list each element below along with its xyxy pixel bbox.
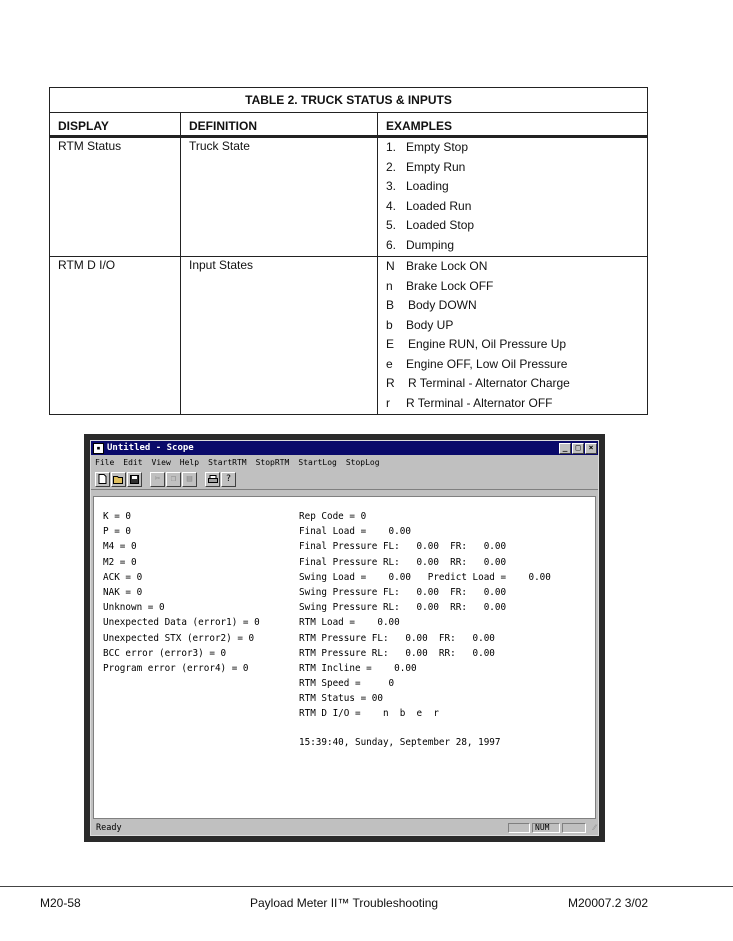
- example-key: n: [386, 278, 393, 293]
- example-text: Empty Run: [406, 159, 466, 174]
- example-text: Brake Lock ON: [406, 259, 488, 273]
- counter-line: Unexpected Data (error1) = 0: [103, 617, 260, 629]
- example-key: r: [386, 395, 390, 410]
- counter-line: P = 0: [103, 526, 131, 538]
- timestamp: 15:39:40, Sunday, September 28, 1997: [299, 736, 501, 748]
- reading-line: Final Load = 0.00: [299, 526, 411, 538]
- counter-line: M4 = 0: [103, 541, 137, 553]
- display-cell: RTM D I/O: [50, 257, 181, 415]
- list-item: [386, 237, 647, 257]
- examples-cell: [378, 137, 648, 257]
- list-item: [386, 258, 647, 278]
- example-key: 1.: [386, 140, 397, 154]
- status-panel: [562, 823, 586, 833]
- example-key: e: [386, 356, 393, 371]
- example-key: N: [386, 259, 395, 273]
- document-code: M20007.2 3/02: [568, 896, 649, 910]
- reading-line: Final Pressure RL: 0.00 RR: 0.00: [299, 556, 507, 568]
- header-examples: EXAMPLES: [378, 113, 648, 137]
- reading-line: RTM Status = 00: [299, 693, 383, 705]
- scope-window: [90, 440, 599, 836]
- status-panel: [508, 823, 530, 833]
- counter-line: BCC error (error3) = 0: [103, 647, 227, 659]
- menu-stop-rtm[interactable]: StopRTM: [255, 457, 290, 467]
- reading-line: Swing Pressure FL: 0.00 FR: 0.00: [299, 586, 507, 598]
- reading-line: RTM D I/O = n b e r: [299, 708, 439, 720]
- app-icon: ▪: [93, 443, 104, 454]
- example-text: Engine OFF, Low Oil Pressure: [406, 356, 568, 371]
- status-text: Ready: [96, 822, 122, 833]
- counter-line: Unknown = 0: [103, 602, 165, 614]
- example-key: 6.: [386, 237, 397, 252]
- counter-line: K = 0: [103, 511, 131, 522]
- list-item: [386, 375, 647, 395]
- num-lock-indicator: NUM: [532, 823, 560, 833]
- example-key: R: [386, 376, 395, 390]
- list-item: [386, 356, 647, 376]
- window-title: Untitled - Scope: [107, 443, 194, 453]
- menu-start-log[interactable]: StartLog: [298, 457, 337, 467]
- table-row: [50, 257, 648, 415]
- reading-line: RTM Load = 0.00: [299, 617, 400, 629]
- example-text: Brake Lock OFF: [406, 278, 494, 293]
- menu-edit[interactable]: Edit: [123, 457, 143, 467]
- example-text: Body DOWN: [408, 298, 477, 312]
- resize-grip-icon[interactable]: ⁄⁄: [593, 823, 596, 832]
- save-icon[interactable]: [127, 472, 142, 487]
- example-text: Empty Stop: [406, 140, 469, 154]
- counter-line: NAK = 0: [103, 586, 143, 598]
- reading-line: Rep Code = 0: [299, 511, 367, 522]
- counter-line: Unexpected STX (error2) = 0: [103, 632, 255, 644]
- reading-line: RTM Incline = 0.00: [299, 662, 417, 674]
- example-text: Body UP: [406, 317, 454, 332]
- reading-line: Swing Pressure RL: 0.00 RR: 0.00: [299, 602, 507, 614]
- scope-screenshot-frame: [84, 434, 605, 842]
- list-item: [386, 278, 647, 298]
- print-icon[interactable]: [205, 472, 220, 487]
- cut-icon[interactable]: ✂: [150, 472, 165, 487]
- page-number: M20-58: [40, 896, 81, 910]
- paste-icon[interactable]: ▤: [182, 472, 197, 487]
- toolbar: [91, 469, 598, 490]
- examples-list: [386, 139, 647, 256]
- counter-line: M2 = 0: [103, 556, 137, 568]
- open-icon[interactable]: [111, 472, 126, 487]
- reading-line: RTM Pressure FL: 0.00 FR: 0.00: [299, 632, 495, 644]
- maximize-button[interactable]: □: [572, 443, 584, 454]
- list-item: [386, 297, 647, 317]
- menu-file[interactable]: File: [95, 457, 115, 467]
- list-item: [386, 217, 647, 237]
- menu-bar: [91, 455, 598, 469]
- menu-stop-log[interactable]: StopLog: [345, 457, 380, 467]
- header-display: DISPLAY: [50, 113, 181, 137]
- counter-line: ACK = 0: [103, 571, 143, 583]
- definition-cell: Truck State: [181, 137, 378, 257]
- example-key: 4.: [386, 198, 397, 213]
- example-text: Loaded Stop: [406, 218, 475, 232]
- document-title: Payload Meter II™ Troubleshooting: [250, 896, 439, 910]
- display-cell: RTM Status: [50, 137, 181, 257]
- copy-icon[interactable]: ❐: [166, 472, 181, 487]
- table-title: TABLE 2. TRUCK STATUS & INPUTS: [50, 88, 648, 113]
- definition-cell: Input States: [181, 257, 378, 415]
- menu-view[interactable]: View: [151, 457, 171, 467]
- list-item: [386, 317, 647, 337]
- reading-line: Final Pressure FL: 0.00 FR: 0.00: [299, 541, 507, 553]
- footer-rule: [0, 886, 733, 887]
- list-item: [386, 198, 647, 218]
- examples-list: [386, 258, 647, 414]
- example-key: E: [386, 337, 395, 351]
- list-item: [386, 395, 647, 415]
- example-text: R Terminal - Alternator Charge: [408, 376, 570, 390]
- new-icon[interactable]: [95, 472, 110, 487]
- example-text: Engine RUN, Oil Pressure Up: [408, 337, 567, 351]
- example-key: 5.: [386, 218, 397, 232]
- truck-status-table: [49, 87, 648, 415]
- list-item: [386, 139, 647, 159]
- example-text: Loaded Run: [406, 198, 472, 213]
- output-pane: [93, 496, 596, 819]
- title-bar[interactable]: [91, 441, 598, 455]
- reading-line: RTM Speed = 0: [299, 678, 395, 690]
- counters-column: [103, 510, 260, 677]
- example-key: 3.: [386, 179, 397, 193]
- example-text: Dumping: [406, 237, 455, 252]
- list-item: [386, 336, 647, 356]
- example-key: b: [386, 317, 393, 332]
- example-text: Loading: [406, 179, 449, 193]
- menu-help[interactable]: Help: [179, 457, 200, 467]
- list-item: [386, 159, 647, 179]
- example-text: R Terminal - Alternator OFF: [406, 395, 553, 410]
- help-icon[interactable]: ?: [221, 472, 236, 487]
- readings-column: [299, 510, 551, 751]
- status-bar: [93, 821, 596, 834]
- examples-cell: [378, 257, 648, 415]
- minimize-button[interactable]: _: [559, 443, 571, 454]
- list-item: [386, 178, 647, 198]
- counter-line: Program error (error4) = 0: [103, 662, 249, 674]
- example-key: B: [386, 298, 395, 312]
- menu-start-rtm[interactable]: StartRTM: [208, 457, 247, 467]
- example-key: 2.: [386, 159, 397, 174]
- table-row: [50, 137, 648, 257]
- reading-line: Swing Load = 0.00 Predict Load = 0.00: [299, 571, 551, 583]
- header-definition: DEFINITION: [181, 113, 378, 137]
- close-button[interactable]: ×: [585, 443, 597, 454]
- reading-line: RTM Pressure RL: 0.00 RR: 0.00: [299, 647, 495, 659]
